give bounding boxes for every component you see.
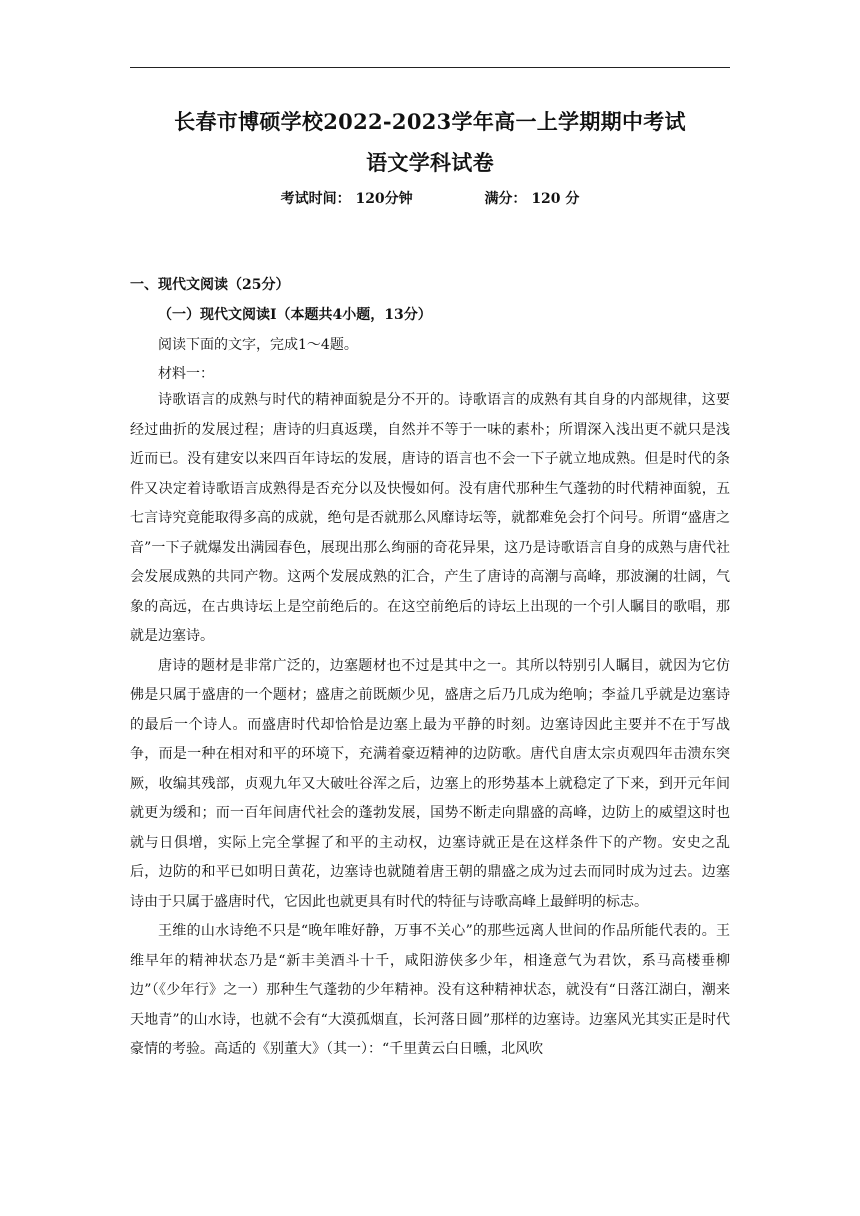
top-rule: [130, 67, 730, 68]
exam-subtitle: 语文学科试卷: [366, 150, 494, 175]
reading-instruction: 阅读下面的文字，完成1～4题。: [158, 337, 358, 353]
material-body: [130, 386, 730, 1065]
paragraph-3: 王维的山水诗绝不只是“晚年唯好静，万事不关心”的那些远离人世间的作品所能代表的。王维早年的精神状态乃是“新丰美酒斗十千，咸阳游侠多少年，相逢意气为君饮，系马高楼垂柳边”（《少年行》之一）那种生气蓬勃的少年精神。没有这种精神状态，就没有“日落江湖白，潮来天地青”的山水诗，也就不会有“大漠孤烟直，长河落日圆”那样的边塞诗。边塞风光其实正是时代豪情的考验。高适的《别董大》（其一）：“千里黄云白日曛，北风吹: [130, 923, 730, 1057]
full-score-label: 满分：: [484, 191, 527, 207]
full-score-value: 120 分: [531, 191, 580, 207]
exam-title: 长春市博硕学校2022-2023学年高一上学期期中考试: [174, 109, 686, 134]
section-heading: 一、现代文阅读（25分）: [130, 277, 290, 293]
paragraph-1: 诗歌语言的成熟与时代的精神面貌是分不开的。诗歌语言的成熟有其自身的内部规律，这要经过曲折的发展过程；唐诗的归真返璞，自然并不等于一味的素朴；所谓深入浅出更不就只是浅近而已。没有建安以来四百年诗坛的发展，唐诗的语言也不会一下子就立地成熟。但是时代的条件又决定着诗歌语言成熟得是否充分以及快慢如何。没有唐代那种生气蓬勃的时代精神面貌，五七言诗究竟能取得多高的成就，绝句是否就那么风靡诗坛等，就都难免会打个问号。所谓“盛唐之音”一下子就爆发出满园春色，展现出那么绚丽的奇花异果，这乃是诗歌语言自身的成熟与唐代社会发展成熟的共同产物。这两个发展成熟的汇合，产生了唐诗的高潮与高峰，那波澜的壮阔，气象的高远，在古典诗坛上是空前绝后的。在这空前绝后的诗坛上出现的一个引人瞩目的歌唱，那就是边塞诗。: [130, 392, 730, 644]
exam-time-label: 考试时间：: [280, 191, 351, 207]
sub-section-heading: （一）现代文阅读I（本题共4小题，13分）: [158, 307, 432, 323]
paragraph-2: 唐诗的题材是非常广泛的，边塞题材也不过是其中之一。其所以特别引人瞩目，就因为它仿佛是只属于盛唐的一个题材；盛唐之前既颇少见，盛唐之后乃几成为绝响；李益几乎就是边塞诗的最后一个诗人。而盛唐时代却恰恰是边塞上最为平静的时刻。边塞诗因此主要并不在于写战争，而是一种在相对和平的环境下，充满着豪迈精神的边防歌。唐代自唐太宗贞观四年击溃东突厥，收编其残部，贞观九年又大破吐谷浑之后，边塞上的形势基本上就稳定了下来，到开元年间就更为缓和；而一百年间唐代社会的蓬勃发展，国势不断走向鼎盛的高峰，边防上的威望这时也就与日俱增，实际上完全掌握了和平的主动权，边塞诗就正是在这样条件下的产物。安史之乱后，边防的和平已如明日黄花，边塞诗也就随着唐王朝的鼎盛之成为过去而同时成为过去。边塞诗由于只属于盛唐时代，它因此也就更具有时代的特征与诗歌高峰上最鲜明的标志。: [130, 657, 730, 910]
material-label: 材料一：: [158, 366, 214, 382]
exam-time-value: 120分钟: [355, 191, 413, 207]
exam-meta: [0, 188, 860, 208]
